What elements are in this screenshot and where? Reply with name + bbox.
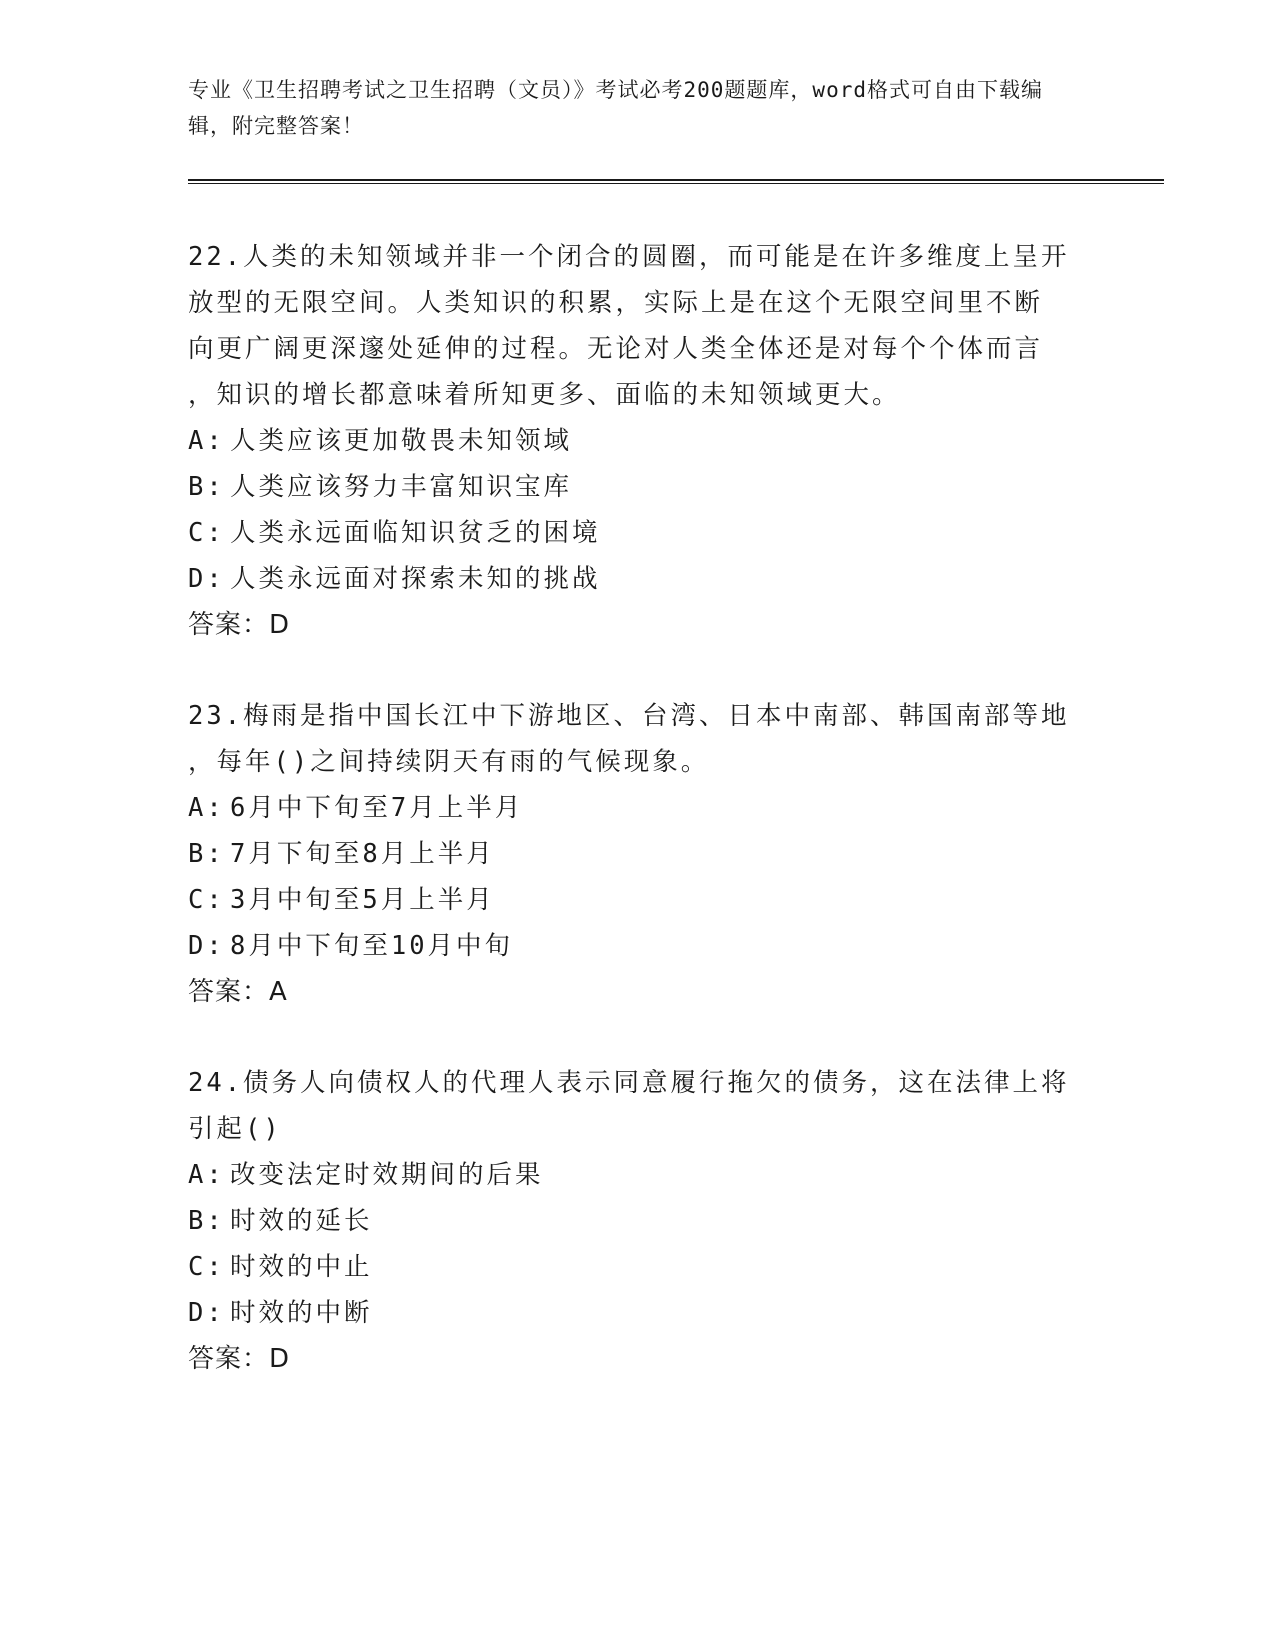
option-b <box>188 831 1088 877</box>
option-d <box>188 923 1088 969</box>
header-divider <box>188 179 1164 184</box>
option-d <box>188 1290 1088 1336</box>
option-b <box>188 1198 1088 1244</box>
option-letter: D: <box>188 564 225 594</box>
options-list <box>188 1152 1088 1336</box>
option-text: 3月中旬至5月上半月 <box>230 885 495 915</box>
option-text: 7月下旬至8月上半月 <box>230 839 495 869</box>
question-23 <box>188 693 1088 1015</box>
option-text: 时效的中断 <box>230 1298 373 1328</box>
option-letter: A: <box>188 793 225 823</box>
question-stem: 22.人类的未知领域并非一个闭合的圆圈，而可能是在许多维度上呈开 放型的无限空间。人类知识的积累，实际上是在这个无限空间里不断 向更广阔更深邃处延伸的过程。无论对人类全体还是对每个个体而言 ，知识的增长都意味着所知更多、面临的未知领域更大。 <box>188 242 1070 410</box>
option-text: 人类应该努力丰富知识宝库 <box>230 472 573 502</box>
question-stem: 24.债务人向债权人的代理人表示同意履行拖欠的债务，这在法律上将 引起() <box>188 1068 1070 1144</box>
option-c <box>188 510 1088 556</box>
answer-line: 答案：A <box>188 977 288 1007</box>
question-stem: 23.梅雨是指中国长江中下游地区、台湾、日本中南部、韩国南部等地 ，每年()之间持续阴天有雨的气候现象。 <box>188 701 1070 777</box>
option-letter: A: <box>188 1160 225 1190</box>
document-header: 专业《卫生招聘考试之卫生招聘（文员）》考试必考200题题库，word格式可自由下载编辑，附完整答案！ <box>188 78 1043 138</box>
option-a <box>188 418 1088 464</box>
answer-line: 答案：D <box>188 610 291 640</box>
option-c <box>188 1244 1088 1290</box>
options-list <box>188 418 1088 602</box>
option-letter: C: <box>188 1252 225 1282</box>
option-letter: D: <box>188 931 225 961</box>
option-b <box>188 464 1088 510</box>
option-text: 6月中下旬至7月上半月 <box>230 793 524 823</box>
option-letter: A: <box>188 426 225 456</box>
option-letter: B: <box>188 1206 225 1236</box>
option-letter: D: <box>188 1298 225 1328</box>
question-22 <box>188 234 1088 648</box>
option-c <box>188 877 1088 923</box>
answer-line: 答案：D <box>188 1344 291 1374</box>
option-letter: C: <box>188 885 225 915</box>
option-a <box>188 785 1088 831</box>
option-text: 8月中下旬至10月中旬 <box>230 931 514 961</box>
option-text: 人类永远面对探索未知的挑战 <box>230 564 601 594</box>
options-list <box>188 785 1088 969</box>
option-d <box>188 556 1088 602</box>
option-text: 人类永远面临知识贫乏的困境 <box>230 518 601 548</box>
option-text: 时效的中止 <box>230 1252 373 1282</box>
option-text: 改变法定时效期间的后果 <box>230 1160 544 1190</box>
question-24 <box>188 1060 1088 1382</box>
option-letter: B: <box>188 839 225 869</box>
option-letter: C: <box>188 518 225 548</box>
option-text: 人类应该更加敬畏未知领域 <box>230 426 573 456</box>
option-text: 时效的延长 <box>230 1206 373 1236</box>
option-a <box>188 1152 1088 1198</box>
option-letter: B: <box>188 472 225 502</box>
